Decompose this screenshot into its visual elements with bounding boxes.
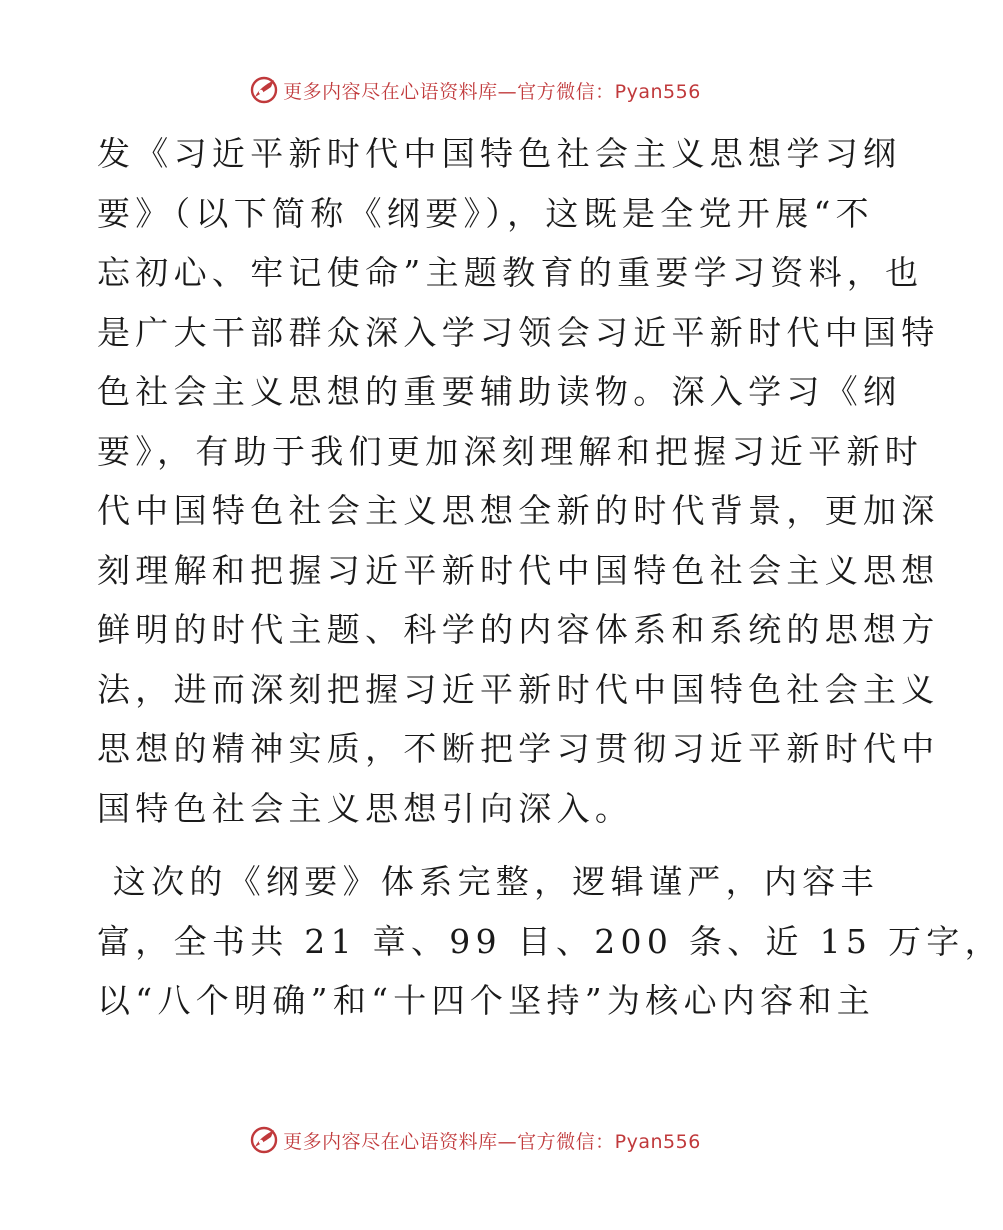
- paragraph-1: [97, 124, 940, 838]
- header-banner: [0, 70, 950, 110]
- text-line: 是广大干部群众深入学习领会习近平新时代中国特: [97, 312, 940, 352]
- text-line: 法，进而深刻把握习近平新时代中国特色社会主义: [97, 669, 940, 709]
- header-site-text: 更多内容尽在心语资料库—官方微信：: [283, 80, 615, 103]
- footer-text: [283, 1127, 701, 1154]
- paragraph-2: [97, 852, 1003, 1031]
- pen-logo-icon: [249, 1125, 279, 1155]
- footer-banner: [0, 1120, 950, 1160]
- text-line: 要》，有助于我们更加深刻理解和把握习近平新时: [97, 431, 924, 471]
- document-body: [97, 124, 1003, 1031]
- text-line: 鲜明的时代主题、科学的内容体系和系统的思想方: [97, 610, 940, 649]
- header-text: [283, 77, 701, 104]
- text-line: 要》（以下简称《纲要》），这既是全党开展“不: [97, 193, 874, 233]
- text-line: 刻理解和把握习近平新时代中国特色社会主义思想: [97, 550, 940, 590]
- footer-site-text: 更多内容尽在心语资料库—官方微信：: [283, 1130, 615, 1153]
- text-line: 色社会主义思想的重要辅助读物。深入学习《纲: [97, 372, 902, 411]
- text-line: 代中国特色社会主义思想全新的时代背景，更加深: [97, 491, 940, 530]
- pen-logo-icon: [249, 75, 279, 105]
- text-line: 发《习近平新时代中国特色社会主义思想学习纲: [97, 134, 902, 173]
- text-line: 忘初心、牢记使命”主题教育的重要学习资料，也: [97, 253, 924, 292]
- text-line: 思想的精神实质，不断把学习贯彻习近平新时代中: [97, 729, 940, 768]
- text-line: 以“八个明确”和“十四个坚持”为核心内容和主: [97, 981, 876, 1020]
- footer-wechat-id: Pyan556: [614, 1130, 701, 1153]
- text-line: 富，全书共 21 章、99 目、200 条、近 15 万字，: [97, 921, 1003, 961]
- text-line: 这次的《纲要》体系完整，逻辑谨严，内容丰: [97, 862, 879, 901]
- paragraph-gap: [97, 838, 857, 852]
- text-line: 国特色社会主义思想引向深入。: [97, 788, 634, 828]
- header-wechat-id: Pyan556: [614, 80, 701, 103]
